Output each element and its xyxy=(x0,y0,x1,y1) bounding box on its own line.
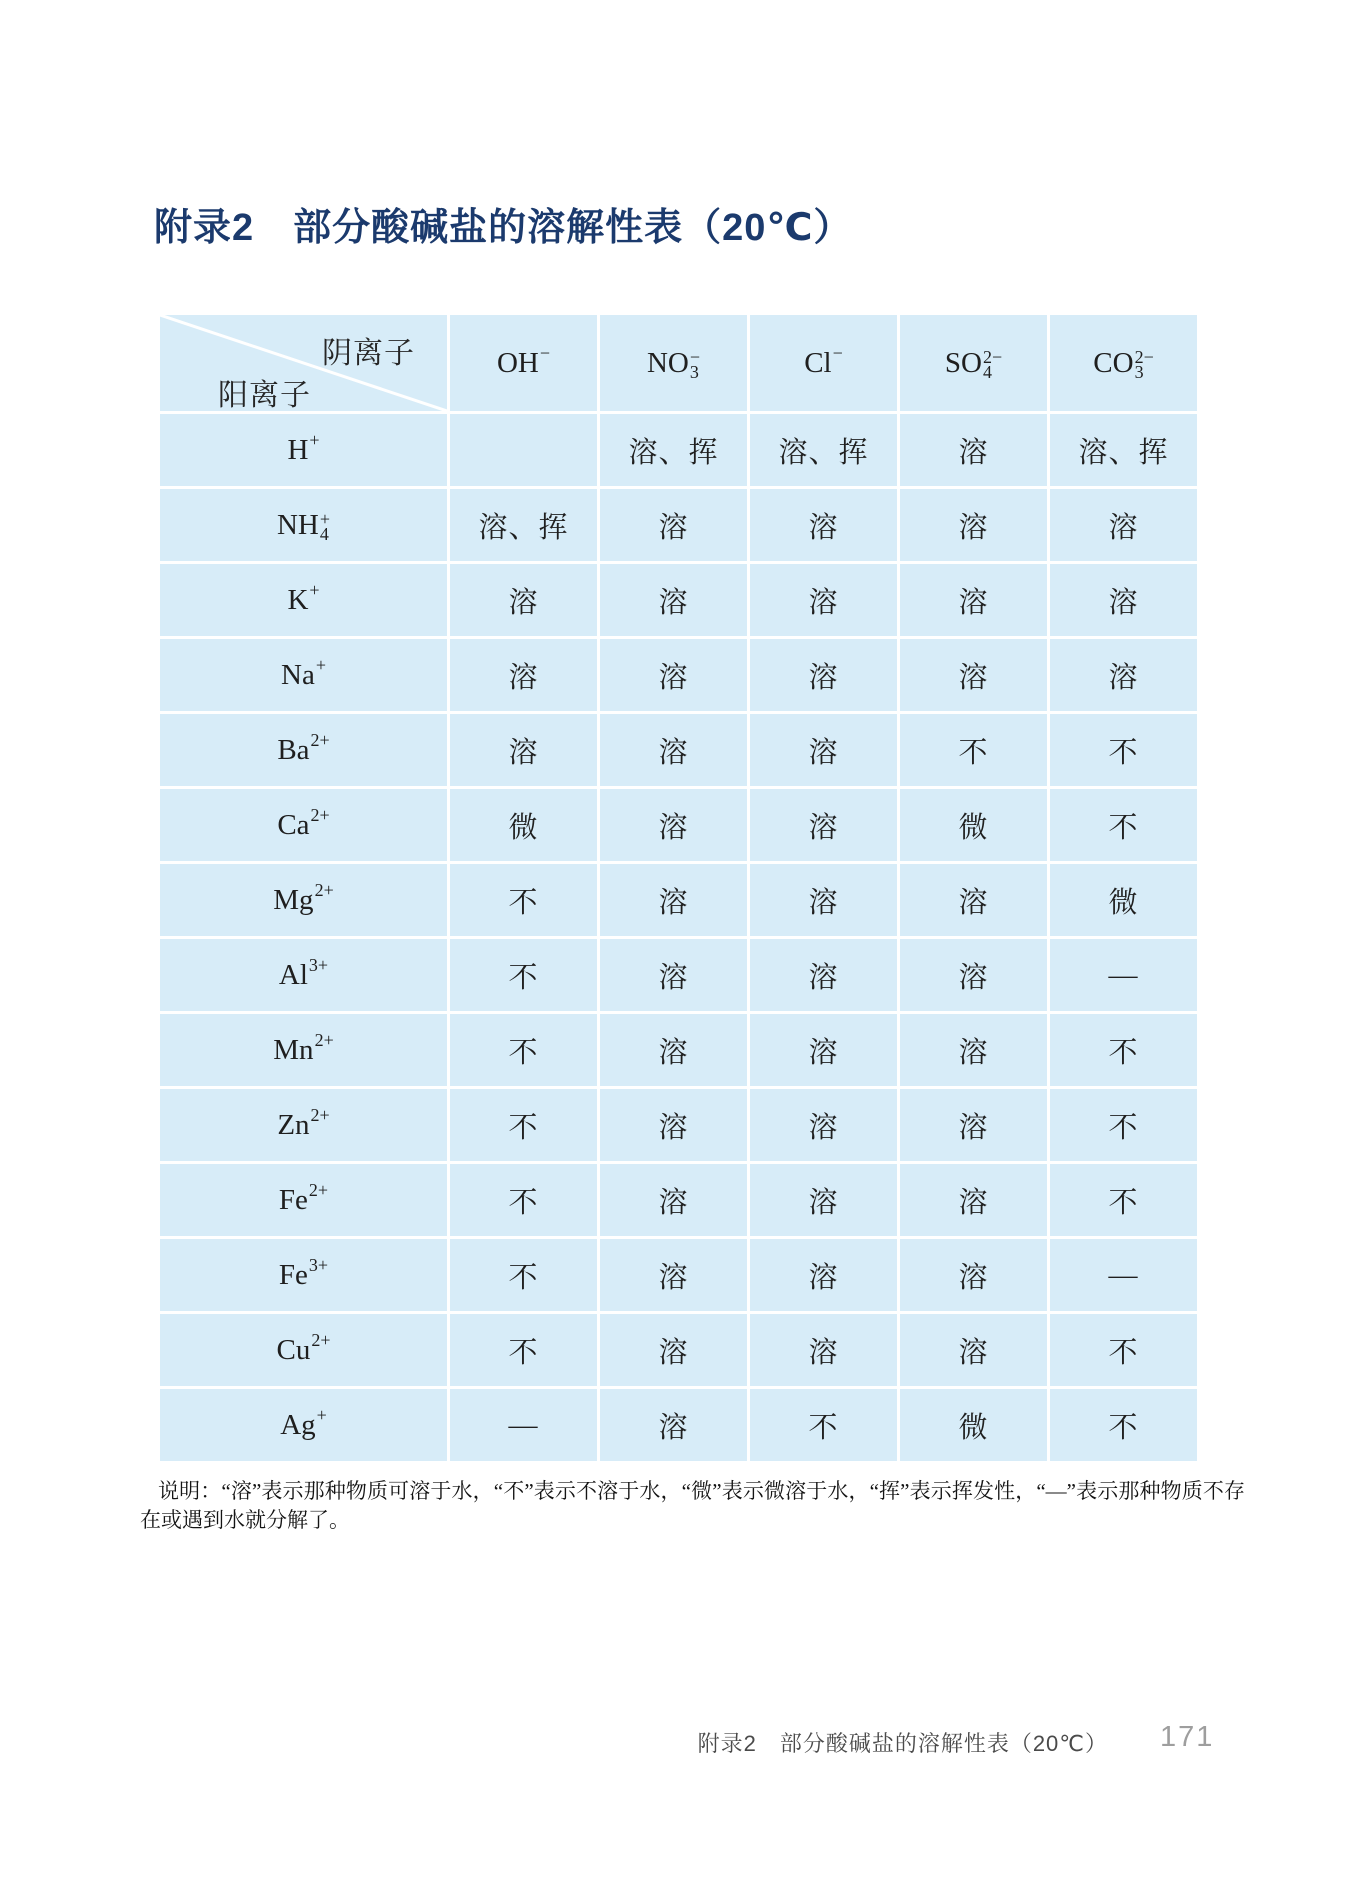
solubility-cell-fe2-oh: 不 xyxy=(450,1164,597,1236)
chem-formula: Fe 3+ xyxy=(278,1255,329,1291)
solubility-cell-fe3-cl: 溶 xyxy=(750,1239,897,1311)
solubility-cell-cu-co3: 不 xyxy=(1050,1314,1197,1386)
solubility-cell-mn-no3: 溶 xyxy=(600,1014,747,1086)
solubility-cell-k-cl: 溶 xyxy=(750,564,897,636)
solubility-cell-k-so4: 溶 xyxy=(900,564,1047,636)
chem-formula: Mg 2+ xyxy=(273,880,334,916)
chem-formula: Ag + xyxy=(280,1405,327,1441)
solubility-table xyxy=(160,315,1197,1461)
solubility-cell-h-cl: 溶、挥 xyxy=(750,414,897,486)
solubility-cell-ba-no3: 溶 xyxy=(600,714,747,786)
solubility-cell-mn-oh: 不 xyxy=(450,1014,597,1086)
solubility-cell-ba-cl: 溶 xyxy=(750,714,897,786)
solubility-cell-zn-co3: 不 xyxy=(1050,1089,1197,1161)
solubility-cell-mg-co3: 微 xyxy=(1050,864,1197,936)
solubility-cell-nh4-cl: 溶 xyxy=(750,489,897,561)
solubility-cell-fe3-co3: — xyxy=(1050,1239,1197,1311)
chem-formula: Na + xyxy=(281,655,326,691)
column-header-oh xyxy=(450,315,597,411)
page-title: 附录2 部分酸碱盐的溶解性表（20℃） xyxy=(154,207,853,249)
solubility-cell-ag-co3: 不 xyxy=(1050,1389,1197,1461)
solubility-cell-al-so4: 溶 xyxy=(900,939,1047,1011)
solubility-cell-mg-cl: 溶 xyxy=(750,864,897,936)
solubility-cell-fe2-so4: 溶 xyxy=(900,1164,1047,1236)
solubility-cell-fe3-so4: 溶 xyxy=(900,1239,1047,1311)
chem-formula: NH + 4 xyxy=(276,508,331,544)
row-header-mg xyxy=(160,864,447,936)
solubility-cell-mn-co3: 不 xyxy=(1050,1014,1197,1086)
footer-title: 附录2 部分酸碱盐的溶解性表（20℃） xyxy=(697,1731,1108,1756)
solubility-cell-ba-oh: 溶 xyxy=(450,714,597,786)
chem-formula: H + xyxy=(287,430,320,466)
solubility-cell-na-no3: 溶 xyxy=(600,639,747,711)
chem-formula: OH − xyxy=(496,343,551,379)
chem-formula: Cl − xyxy=(804,343,843,379)
solubility-cell-ca-oh: 微 xyxy=(450,789,597,861)
column-header-so4 xyxy=(900,315,1047,411)
solubility-cell-al-oh: 不 xyxy=(450,939,597,1011)
solubility-cell-na-co3: 溶 xyxy=(1050,639,1197,711)
solubility-cell-nh4-oh: 溶、挥 xyxy=(450,489,597,561)
solubility-cell-k-no3: 溶 xyxy=(600,564,747,636)
column-header-co3 xyxy=(1050,315,1197,411)
row-header-al xyxy=(160,939,447,1011)
solubility-cell-ag-so4: 微 xyxy=(900,1389,1047,1461)
solubility-cell-mn-cl: 溶 xyxy=(750,1014,897,1086)
solubility-cell-ca-co3: 不 xyxy=(1050,789,1197,861)
solubility-cell-na-cl: 溶 xyxy=(750,639,897,711)
chem-formula: Ba 2+ xyxy=(277,730,330,766)
solubility-cell-ag-no3: 溶 xyxy=(600,1389,747,1461)
chem-formula: CO 2− 3 xyxy=(1093,346,1154,382)
chem-formula: K + xyxy=(287,580,320,616)
solubility-cell-ba-co3: 不 xyxy=(1050,714,1197,786)
row-header-zn xyxy=(160,1089,447,1161)
chem-formula: Fe 2+ xyxy=(278,1180,329,1216)
solubility-cell-nh4-co3: 溶 xyxy=(1050,489,1197,561)
column-header-cl xyxy=(750,315,897,411)
solubility-cell-k-co3: 溶 xyxy=(1050,564,1197,636)
row-header-ag xyxy=(160,1389,447,1461)
row-header-ba xyxy=(160,714,447,786)
chem-formula: Mn 2+ xyxy=(273,1030,334,1066)
solubility-cell-fe2-co3: 不 xyxy=(1050,1164,1197,1236)
solubility-cell-fe3-no3: 溶 xyxy=(600,1239,747,1311)
solubility-cell-ag-cl: 不 xyxy=(750,1389,897,1461)
row-header-fe3 xyxy=(160,1239,447,1311)
solubility-cell-h-co3: 溶、挥 xyxy=(1050,414,1197,486)
solubility-cell-na-oh: 溶 xyxy=(450,639,597,711)
corner-anion-label: 阴离子 xyxy=(322,337,415,370)
solubility-cell-nh4-so4: 溶 xyxy=(900,489,1047,561)
solubility-cell-h-so4: 溶 xyxy=(900,414,1047,486)
solubility-cell-cu-no3: 溶 xyxy=(600,1314,747,1386)
solubility-cell-mg-no3: 溶 xyxy=(600,864,747,936)
chem-formula: SO 2− 4 xyxy=(944,346,1003,382)
chem-formula: Zn 2+ xyxy=(277,1105,330,1141)
solubility-cell-mn-so4: 溶 xyxy=(900,1014,1047,1086)
solubility-cell-zn-so4: 溶 xyxy=(900,1089,1047,1161)
solubility-cell-mg-so4: 溶 xyxy=(900,864,1047,936)
solubility-cell-zn-oh: 不 xyxy=(450,1089,597,1161)
row-header-na xyxy=(160,639,447,711)
solubility-cell-na-so4: 溶 xyxy=(900,639,1047,711)
row-header-fe2 xyxy=(160,1164,447,1236)
solubility-cell-cu-cl: 溶 xyxy=(750,1314,897,1386)
corner-cation-label: 阳离子 xyxy=(218,379,311,412)
solubility-cell-zn-no3: 溶 xyxy=(600,1089,747,1161)
table-corner-cell xyxy=(160,315,447,411)
solubility-cell-ba-so4: 不 xyxy=(900,714,1047,786)
solubility-cell-al-cl: 溶 xyxy=(750,939,897,1011)
column-header-no3 xyxy=(600,315,747,411)
solubility-cell-ag-oh: — xyxy=(450,1389,597,1461)
solubility-cell-zn-cl: 溶 xyxy=(750,1089,897,1161)
row-header-nh4 xyxy=(160,489,447,561)
solubility-cell-al-co3: — xyxy=(1050,939,1197,1011)
solubility-cell-fe2-no3: 溶 xyxy=(600,1164,747,1236)
solubility-cell-nh4-no3: 溶 xyxy=(600,489,747,561)
solubility-cell-k-oh: 溶 xyxy=(450,564,597,636)
solubility-cell-mg-oh: 不 xyxy=(450,864,597,936)
page-number: 171 xyxy=(1160,1721,1215,1753)
row-header-h xyxy=(160,414,447,486)
solubility-cell-ca-no3: 溶 xyxy=(600,789,747,861)
table-note: 说明：“溶”表示那种物质可溶于水，“不”表示不溶于水，“微”表示微溶于水，“挥”表示挥发性，“—”表示那种物质不存在或遇到水就分解了。 xyxy=(140,1479,1245,1532)
solubility-cell-cu-so4: 溶 xyxy=(900,1314,1047,1386)
solubility-cell-al-no3: 溶 xyxy=(600,939,747,1011)
row-header-k xyxy=(160,564,447,636)
solubility-cell-fe2-cl: 溶 xyxy=(750,1164,897,1236)
chem-formula: Al 3+ xyxy=(278,955,329,991)
solubility-cell-ca-cl: 溶 xyxy=(750,789,897,861)
solubility-cell-h-no3: 溶、挥 xyxy=(600,414,747,486)
chem-formula: NO − 3 xyxy=(646,346,701,382)
row-header-ca xyxy=(160,789,447,861)
row-header-cu xyxy=(160,1314,447,1386)
solubility-cell-fe3-oh: 不 xyxy=(450,1239,597,1311)
solubility-cell-ca-so4: 微 xyxy=(900,789,1047,861)
chem-formula: Cu 2+ xyxy=(276,1330,331,1366)
row-header-mn xyxy=(160,1014,447,1086)
solubility-cell-cu-oh: 不 xyxy=(450,1314,597,1386)
chem-formula: Ca 2+ xyxy=(277,805,330,841)
solubility-cell-h-oh xyxy=(450,414,597,486)
